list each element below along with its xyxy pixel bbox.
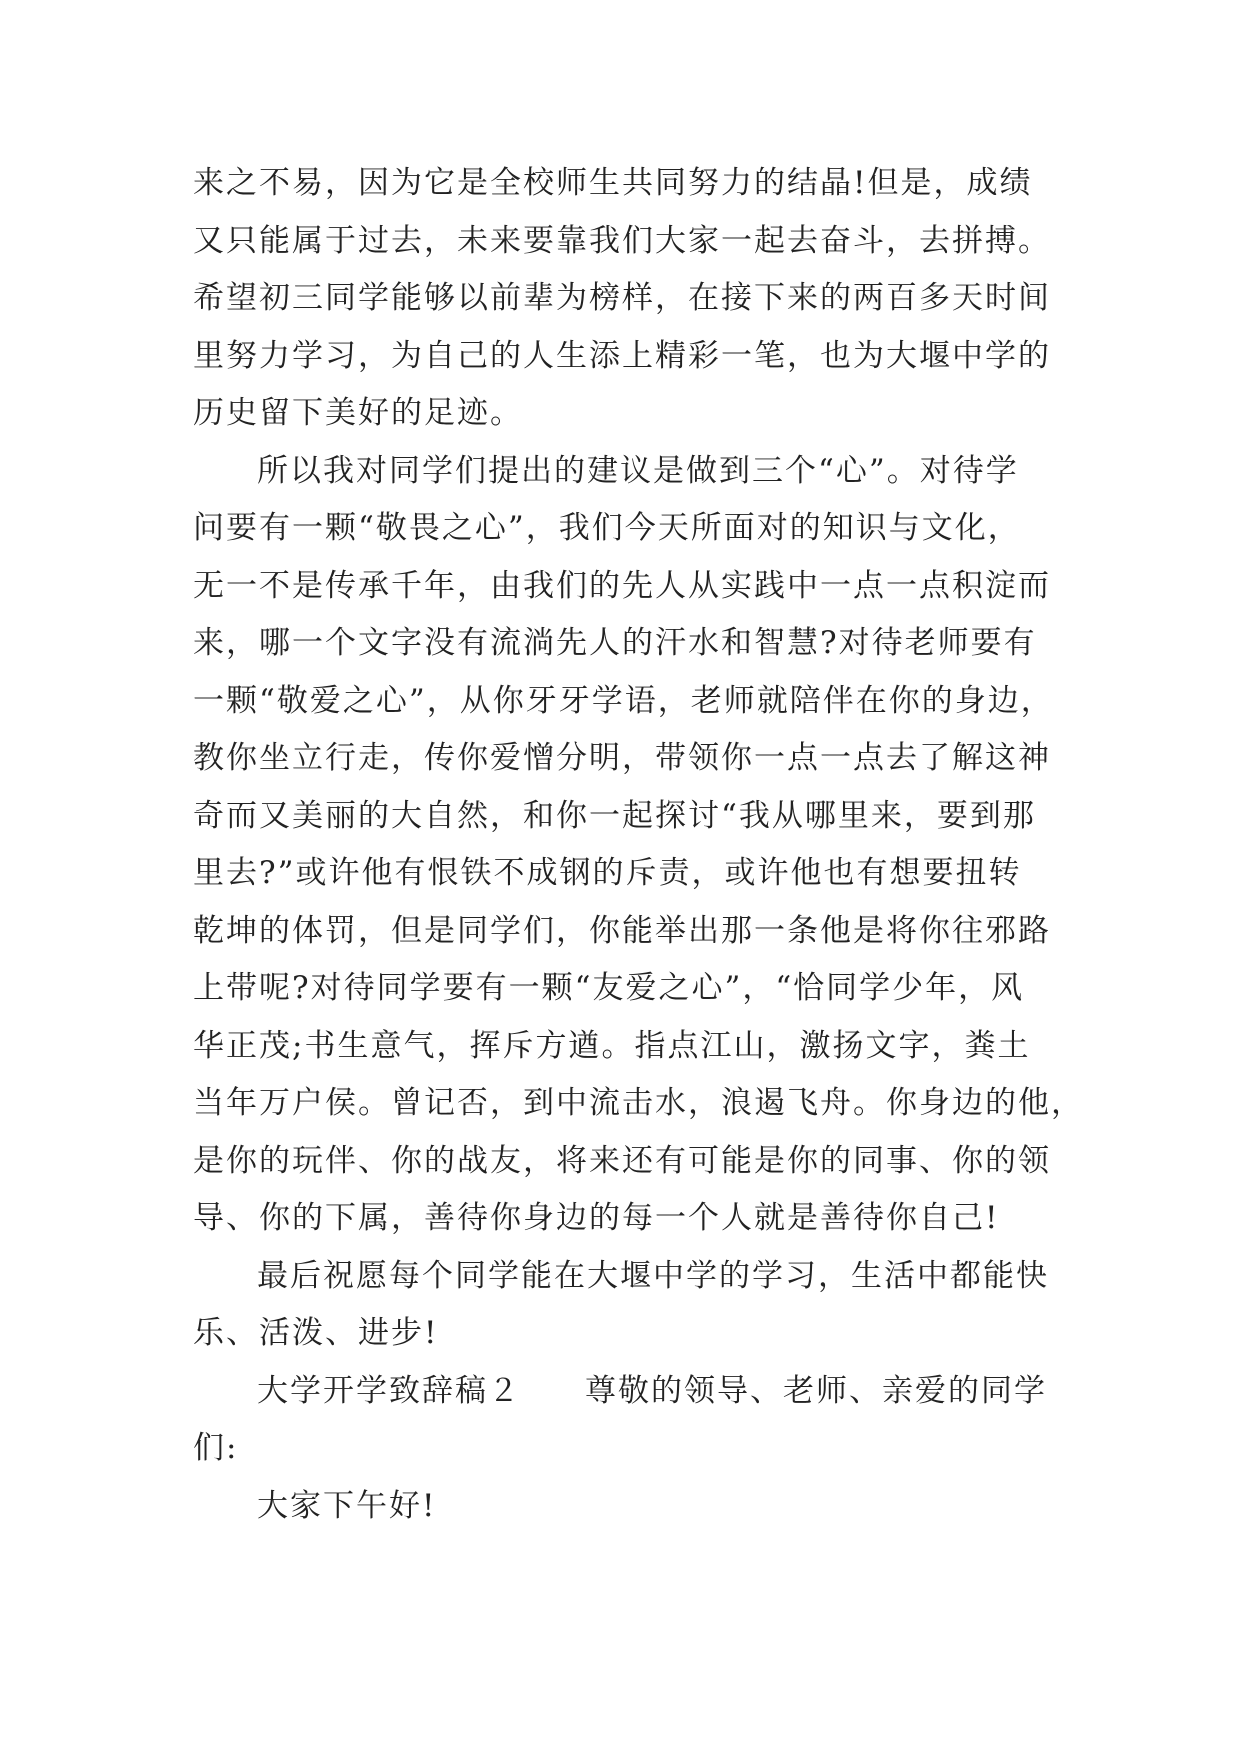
text-line: 里努力学习，为自己的人生添上精彩一笔，也为大堰中学的 bbox=[193, 337, 1051, 374]
text-line: 无一不是传承千年，由我们的先人从实践中一点一点积淀而 bbox=[193, 567, 1051, 604]
text-line: 华正茂;书生意气，挥斥方遒。指点江山，激扬文字，粪土 bbox=[193, 1027, 1031, 1064]
text-line: 是你的玩伴、你的战友，将来还有可能是你的同事、你的领 bbox=[193, 1142, 1051, 1179]
paragraph-start-line: 最后祝愿每个同学能在大堰中学的学习，生活中都能快 bbox=[257, 1257, 1049, 1294]
heading-line bbox=[193, 1363, 1065, 1421]
text-line: 乐、活泼、进步! bbox=[193, 1315, 439, 1351]
text-line: 教你坐立行走，传你爱憎分明，带领你一点一点去了解这神 bbox=[193, 740, 1051, 776]
text-line: 们: bbox=[193, 1430, 239, 1466]
section-heading: 大学开学致辞稿２ bbox=[257, 1372, 521, 1409]
greeting-line: 大家下午好! bbox=[257, 1487, 437, 1524]
paragraph-start-line: 所以我对同学们提出的建议是做到三个“心”。对待学 bbox=[257, 452, 1019, 489]
text-line: 来，哪一个文字没有流淌先人的汗水和智慧?对待老师要有 bbox=[193, 625, 1037, 661]
text-line: 来之不易，因为它是全校师生共同努力的结晶!但是，成绩 bbox=[193, 165, 1033, 201]
text-line: 上带呢?对待同学要有一颗“友爱之心”，“恰同学少年，风 bbox=[193, 970, 1025, 1006]
text-line: 问要有一颗“敬畏之心”，我们今天所面对的知识与文化， bbox=[193, 510, 1021, 546]
text-line: 里去?”或许他有恨铁不成钢的斥责，或许他也有想要扭转 bbox=[193, 855, 1022, 891]
text-line: 历史留下美好的足迹。 bbox=[193, 395, 523, 431]
salutation-text: 尊敬的领导、老师、亲爱的同学 bbox=[585, 1372, 1047, 1409]
document-body bbox=[193, 155, 1084, 1535]
text-line: 一颗“敬爱之心”，从你牙牙学语，老师就陪伴在你的身边， bbox=[193, 682, 1054, 719]
text-line: 导、你的下属，善待你身边的每一个人就是善待你自己! bbox=[193, 1200, 1000, 1236]
text-line: 希望初三同学能够以前辈为榜样，在接下来的两百多天时间 bbox=[193, 280, 1051, 316]
text-line: 乾坤的体罚，但是同学们，你能举出那一条他是将你往邪路 bbox=[193, 912, 1051, 949]
text-line: 奇而又美丽的大自然，和你一起探讨“我从哪里来，要到那 bbox=[193, 797, 1036, 834]
text-line: 又只能属于过去，未来要靠我们大家一起去奋斗，去拼搏。 bbox=[193, 222, 1051, 259]
text-line: 当年万户侯。曾记否，到中流击水，浪遏飞舟。你身边的他， bbox=[193, 1085, 1084, 1121]
